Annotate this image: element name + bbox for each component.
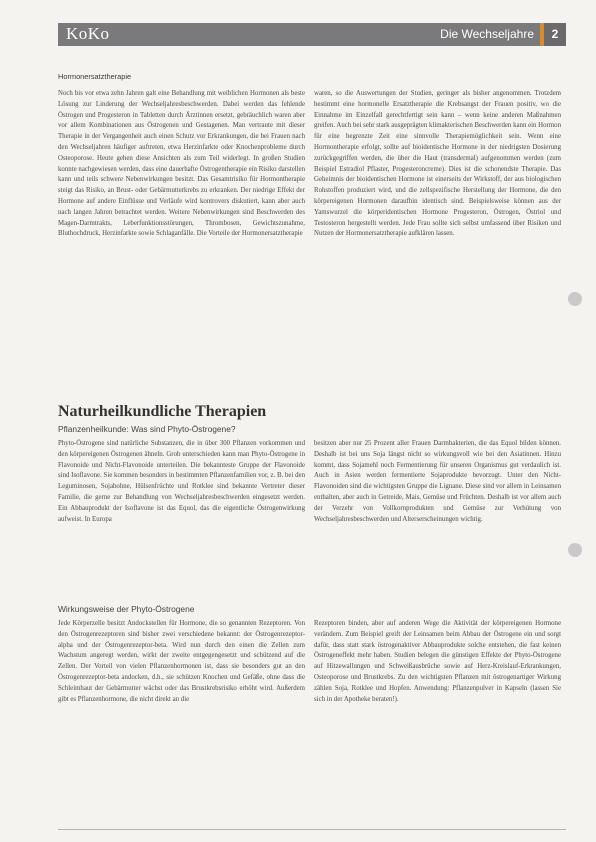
section-heading-naturopathic: Naturheilkundliche Therapien — [58, 403, 267, 420]
binder-hole-top — [568, 292, 582, 306]
body-text-col-left: Noch bis vor etwa zehn Jahren galt eine Behandlung mit weiblichen Hormonen als beste Lösung zur Linderung der Wechseljahresbeschwerden. Dabei werden das fehlende Östrogen und Progesteron in Tabletten durch Ärztinnen ersetzt, gebräuchlich waren aber vor allem Kombinationen aus Östrogenen und Gestagenen. Man vertraute mit dieser Therapie in der Vergangenheit auch einen Schutz vor Erkrankungen, die bei Frauen nach den Wechseljahren häufiger auftreten, etwa Herzinfarkte oder Knochenprobleme durch Osteoporose. Heute gehen diese Ansichten als zum Teil widerlegt. In großen Studien konnte nachgewiesen werden, dass eine dauerhafte Östrogentherapie ein Risiko darstellen kann und teils schwere Nebenwirkungen besitzt. Das Gesamtrisiko für Hormontherapie steigt das Risiko, an Brust- oder Gebärmutterkrebs zu erkranken. Der niedrige Effekt der Hormone auf andere Einflüsse und Verläufe wird kontrovers diskutiert, kann aber auch nach langen Jahren betrachtet werden. Weitere Nebenwirkungen sind Beschwerden des Magen-Darmtrakts, Leberfunktionsstörungen, Thrombosen, Gewichtszunahme, Bluthochdruck, Herzinfarkte sowie Schlaganfälle. Die Vorteile der Hormonersatztherapie — [58, 90, 305, 238]
body-text-col-right: besitzen aber nur 25 Prozent aller Frauen Darmbakterien, die das Equol bilden können. Deshalb ist bei uns Soja längst nicht so wirkungsvoll wie bei den Asiatinnen. Hinzu kommt, dass Sojamehl noch Fermentierung für unseren Organismus gut verdaulich ist. Auch in Asien werden fermentierte Sojaprodukte bevorzugt. Unter den Nicht-Flavonoiden sind die wichtigsten Gruppe die Lignane. Diese sind vor allem in Leinsamen enthalten, aber auch in Getreide, Mais, Gemüse und Früchten. Deshalb ist vor allem auch der Verzehr von Vollkornprodukten und Gemüse zur Verhütung von Wechseljahresbeschwerden und Alterserscheinungen wichtig. — [314, 440, 561, 523]
subheading-mechanism: Wirkungsweise der Phyto-Östrogene — [58, 604, 195, 614]
section-heading-hormone-therapy: Hormonersatztherapie — [58, 72, 132, 81]
subheading-phyto-estrogens: Pflanzenheilkunde: Was sind Phyto-Östrogene? — [58, 424, 236, 434]
footer-rule — [58, 829, 566, 830]
binder-hole-bottom — [568, 543, 582, 557]
header-title: Die Wechseljahre — [440, 27, 534, 41]
body-text-col-right: waren, so die Auswertungen der Studien, geringer als bisher angenommen. Trotzdem bestimmt eine hormonelle Ersatztherapie die Krebsangst der Frauen positiv, wo die Einnahme im Einzelfall gerechtfertigt sein kann – wenn keine anderen Maßnahmen greifen. Auch bei sehr stark ausgeprägten klimakterischen Beschwerden kann ein Hormon für eine begrenzte Zeit eine sinnvolle Therapiemöglichkeit sein. Wenn eine Hormontherapie erfolgt, sollte auf bioidentische Hormone in der niedrigsten Dosierung zurückgegriffen werden, die über die Haut (transdermal) aufgenommen werden (zum Beispiel Estradiol Pflaster, Progesteroncreme). Dies ist die schonendste Therapie. Das Geheimnis der bioidentischen Hormone ist einerseits der Wirkstoff, der aus biologischen Rohstoffen produziert wird, und die zellspezifische Herstellung der Hormone, die den körpereigenen Hormonen daraufhin identisch sind. Beispielsweise können aus der Yamswurzel die körperidentischen Hormone Progesteron, Östrogen, Östriol und Testosteron hergestellt werden. Jede Frau sollte sich selbst umfassend über Risiken und Nutzen der Hormonersatztherapie aufklären lassen. — [314, 90, 561, 238]
body-text-col-left: Jede Körperzelle besitzt Andockstellen für Hormone, die so genannten Rezeptoren. Von den Östrogenrezeptoren sind bisher zwei verschiedene bekannt: der Östrogenrezeptor-alpha und der Östrogenrezeptor-beta. Wird nun durch den einen die Zellen zum Wachstum angeregt werden, wirkt der zweite entgegengesetzt und schützend auf die Zellen. Der Vorteil von vielen Pflanzenhormonen ist, dass sie besonders gut an den Östrogenrezeptor-beta andocken, d.h., sie schützen Knochen und Gefäße, ohne dass die Schleimhaut der Gebärmutter wächst oder das Brustkrebsrisiko erhöht wird. Außerdem gibt es Pflanzenhormone, die nicht direkt an die — [58, 620, 305, 703]
brand-logo: KoKo — [66, 24, 110, 43]
page-number: 2 — [544, 23, 566, 46]
body-text-col-right: Rezeptoren binden, aber auf anderen Wege die Aktivität der körpereigenen Hormone verändern. Zum Beispiel greift der Leinsamen beim Abbau der Östrogene ein und sorgt dafür, dass statt stark östrogenaktiver Abbauprodukte solche entstehen, die fast keinen Östrogeneffekt mehr haben. Studien belegen die günstigen Effekte der Phyto-Östrogene auf Hitzewallungen und Schweißausbrüche sowie auf Herz-Kreislauf-Erkrankungen, Osteoporose und Brustkrebs. Zu den wichtigsten Pflanzen mit östrogenartiger Wirkung zählen Soja, Rotklee und Hopfen. Anwendung: Pflanzenpulver in Kapseln (lassen Sie sich in der Apotheke beraten!). — [314, 620, 561, 703]
body-text-col-left: Phyto-Östrogene sind natürliche Substanzen, die in über 300 Pflanzen vorkommen und den körpereigenen Östrogenen ähneln. Grob unterschieden kann man Phyto-Östrogene in Flavonoide und Nicht-Flavonoide unterteilen. Die bekannteste Gruppe der Flavonoide sind Isoflavone. Sie kommen besonders in bestimmten Pflanzenfamilien vor, z. B. bei den Leguminosen, Sojabohne, Hülsenfrüchte und Rotklee sind bekannte Vertreter dieser Familie, die gerne zur Behandlung von Wechseljahresbeschwerden eingesetzt werden. Ein Abbauprodukt der Isoflavone ist das Equol, das die eigentliche Östrogenwirkung aufweist. In Europa — [58, 440, 305, 523]
page-header — [58, 23, 566, 46]
